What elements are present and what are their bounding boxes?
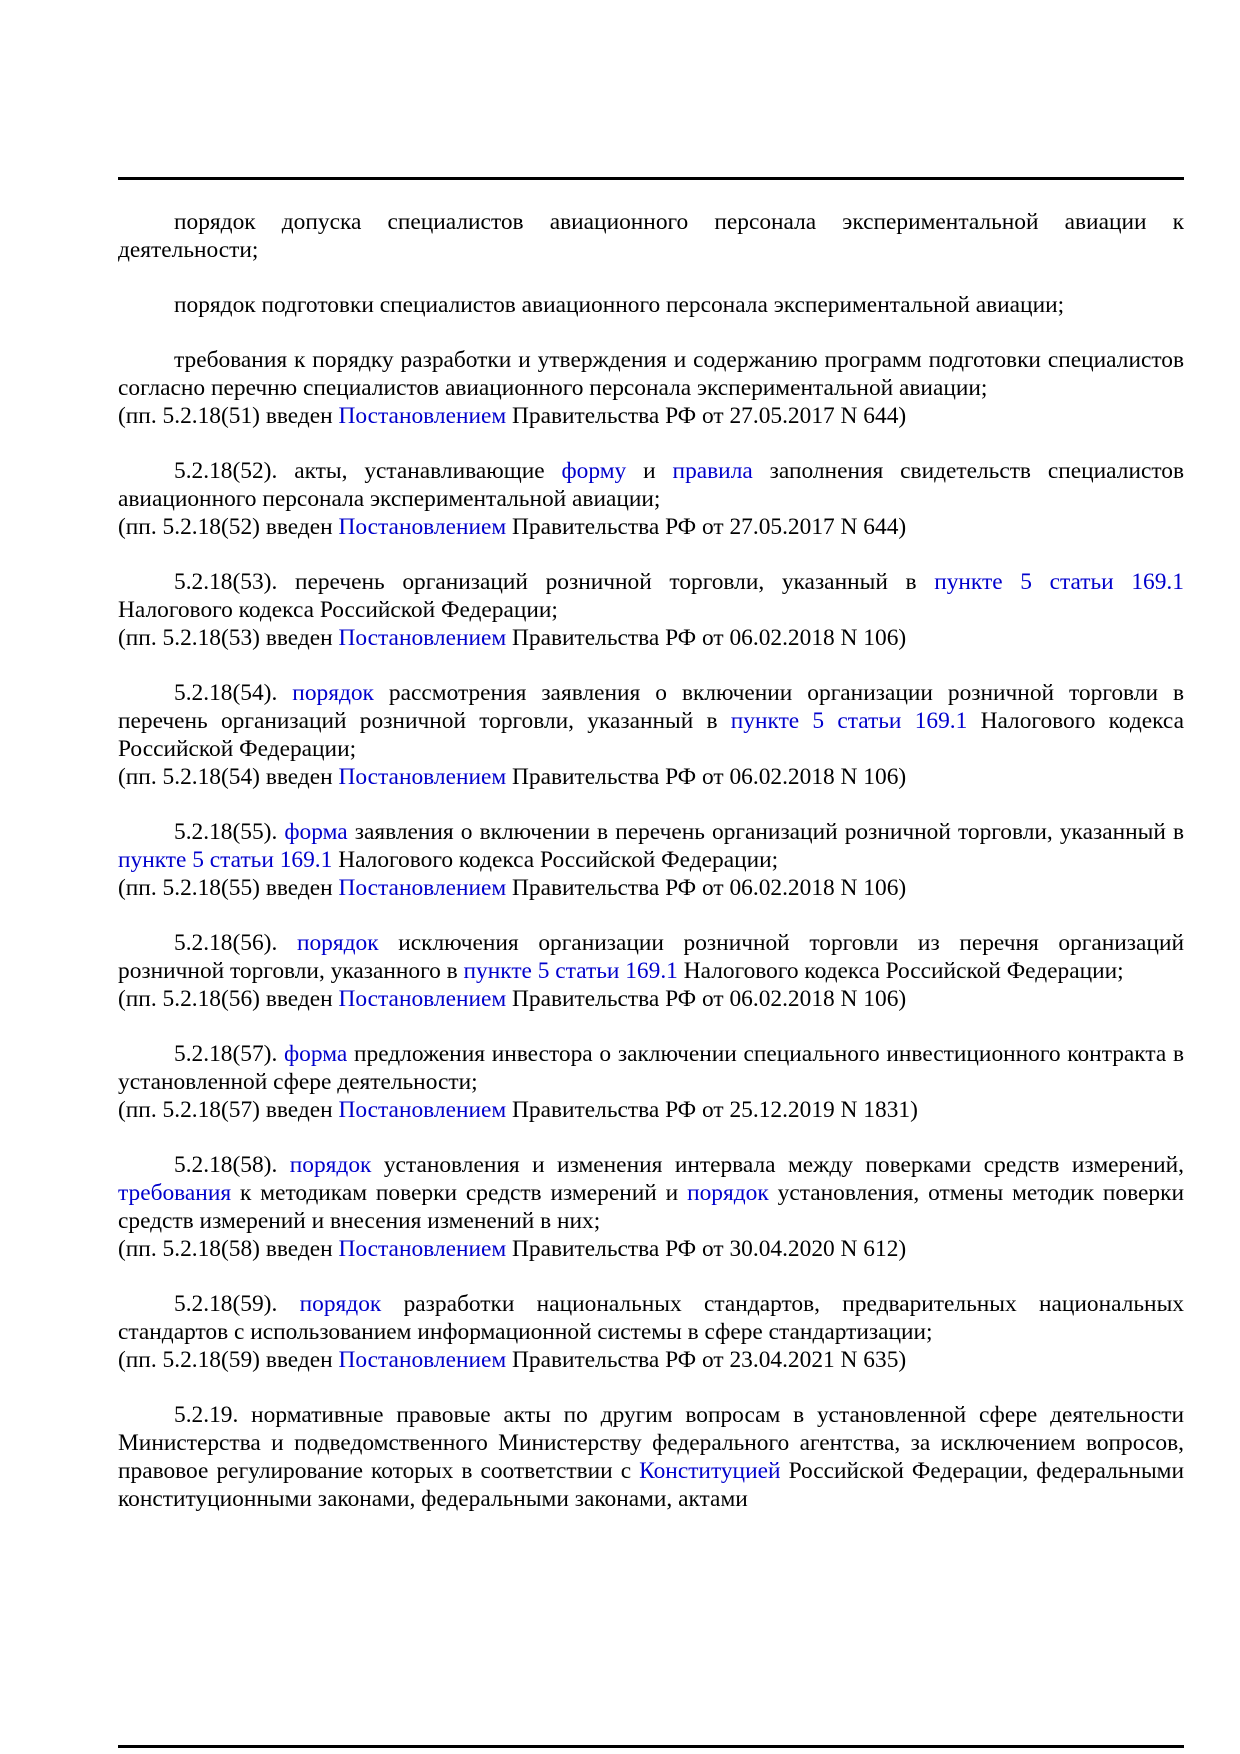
amendment-note <box>118 513 1184 541</box>
reference-link[interactable]: Постановлением <box>338 625 507 651</box>
reference-link[interactable]: Постановлением <box>338 986 507 1012</box>
text-segment: Правительства РФ от 06.02.2018 N 106) <box>506 625 907 651</box>
paragraph-block <box>118 1290 1184 1374</box>
text-segment: 5.2.18(56). <box>174 930 297 956</box>
text-segment: 5.2.18(57). <box>174 1041 285 1067</box>
paragraph-text <box>118 1151 1184 1235</box>
text-segment: (пп. 5.2.18(53) введен <box>118 625 339 651</box>
text-segment: разработки национальных стандартов, предварительных национальных стандартов с использованием информационной системы в сфере стандартизации; <box>118 1291 1184 1345</box>
paragraph-text <box>118 1290 1184 1346</box>
reference-link[interactable]: форма <box>284 819 348 845</box>
text-segment: 5.2.19. нормативные правовые акты по другим вопросам в установленной сфере деятельности Министерства и подведомственного Министерству федерального агентства, за исключением вопросов, правовое регулирование которых в соответствии с <box>118 1402 1184 1484</box>
reference-link[interactable]: Постановлением <box>338 1236 507 1262</box>
text-segment: 5.2.18(58). <box>174 1152 290 1178</box>
paragraph-text <box>118 1401 1184 1513</box>
header-rule <box>118 177 1184 180</box>
paragraph-block <box>118 679 1184 791</box>
text-segment: предложения инвестора о заключении специального инвестиционного контракта в установленной сфере деятельности; <box>118 1041 1184 1095</box>
reference-link[interactable]: порядок <box>292 680 374 706</box>
paragraph-block <box>118 1151 1184 1263</box>
reference-link[interactable]: правила <box>672 458 753 484</box>
reference-link[interactable]: Постановлением <box>338 1097 507 1123</box>
text-segment: Налогового кодекса Российской Федерации; <box>677 958 1124 984</box>
text-segment: Правительства РФ от 30.04.2020 N 612) <box>506 1236 907 1262</box>
text-segment: Правительства РФ от 06.02.2018 N 106) <box>506 986 907 1012</box>
text-segment: Российской Федерации, федеральными конституционными законами, федеральными законами, актами <box>118 1458 1184 1512</box>
text-segment: (пп. 5.2.18(54) введен <box>118 764 339 790</box>
text-segment: 5.2.18(53). перечень организаций розничной торговли, указанный в <box>174 569 935 595</box>
text-segment: Правительства РФ от 25.12.2019 N 1831) <box>506 1097 918 1123</box>
text-segment: Правительства РФ от 06.02.2018 N 106) <box>506 875 907 901</box>
paragraph-text <box>118 1040 1184 1096</box>
reference-link[interactable]: пункте 5 статьи 169.1 <box>730 708 968 734</box>
paragraph-block <box>118 346 1184 430</box>
paragraph-text <box>118 568 1184 624</box>
reference-link[interactable]: форма <box>284 1041 348 1067</box>
text-segment: Налогового кодекса Российской Федерации; <box>332 847 779 873</box>
document-body <box>118 208 1184 1540</box>
text-segment: 5.2.18(54). <box>174 680 293 706</box>
paragraph-block <box>118 929 1184 1013</box>
reference-link[interactable]: форму <box>561 458 627 484</box>
paragraph-block <box>118 291 1184 319</box>
reference-link[interactable]: Постановлением <box>338 403 507 429</box>
amendment-note <box>118 763 1184 791</box>
paragraph-text <box>118 291 1184 319</box>
paragraph-text <box>118 346 1184 402</box>
reference-link[interactable]: Конституцией <box>639 1458 781 1484</box>
paragraph-text <box>118 208 1184 264</box>
text-segment: (пп. 5.2.18(56) введен <box>118 986 339 1012</box>
text-segment: 5.2.18(59). <box>174 1291 300 1317</box>
footer-rule <box>118 1745 1184 1748</box>
text-segment: установления и изменения интервала между поверками средств измерений, <box>371 1152 1184 1178</box>
text-segment: 5.2.18(52). акты, устанавливающие <box>174 458 562 484</box>
text-segment: исключения организации розничной торговли из перечня организаций розничной торговли, указанного в <box>118 930 1184 984</box>
amendment-note <box>118 985 1184 1013</box>
amendment-note <box>118 1235 1184 1263</box>
reference-link[interactable]: порядок <box>299 1291 382 1317</box>
text-segment: Правительства РФ от 06.02.2018 N 106) <box>506 764 907 790</box>
paragraph-text <box>118 929 1184 985</box>
text-segment: (пп. 5.2.18(51) введен <box>118 403 339 429</box>
reference-link[interactable]: Постановлением <box>338 875 507 901</box>
text-segment: порядок допуска специалистов авиационного персонала экспериментальной авиации к деятельности; <box>118 209 1184 263</box>
text-segment: Правительства РФ от 27.05.2017 N 644) <box>506 514 907 540</box>
amendment-note <box>118 874 1184 902</box>
text-segment: требования к порядку разработки и утверждения и содержанию программ подготовки специалистов согласно перечню специалистов авиационного персонала экспериментальной авиации; <box>118 347 1184 401</box>
text-segment: Правительства РФ от 23.04.2021 N 635) <box>506 1347 907 1373</box>
reference-link[interactable]: пункте 5 статьи 169.1 <box>934 569 1184 595</box>
text-segment: (пп. 5.2.18(58) введен <box>118 1236 339 1262</box>
reference-link[interactable]: Постановлением <box>338 514 507 540</box>
text-segment: рассмотрения заявления о включении организации розничной торговли в перечень организаций розничной торговли, указанный в <box>118 680 1184 734</box>
reference-link[interactable]: пункте 5 статьи 169.1 <box>463 958 678 984</box>
paragraph-block <box>118 208 1184 264</box>
reference-link[interactable]: Постановлением <box>338 1347 507 1373</box>
text-segment: Правительства РФ от 27.05.2017 N 644) <box>506 403 907 429</box>
text-segment: 5.2.18(55). <box>174 819 285 845</box>
reference-link[interactable]: требования <box>118 1180 232 1206</box>
text-segment: заполнения свидетельств специалистов авиационного персонала экспериментальной авиации; <box>118 458 1184 512</box>
text-segment: заявления о включении в перечень организаций розничной торговли, указанный в <box>347 819 1184 845</box>
amendment-note <box>118 402 1184 430</box>
paragraph-text <box>118 457 1184 513</box>
paragraph-block <box>118 1040 1184 1124</box>
amendment-note <box>118 1096 1184 1124</box>
paragraph-block <box>118 1401 1184 1513</box>
text-segment: (пп. 5.2.18(57) введен <box>118 1097 339 1123</box>
amendment-note <box>118 1346 1184 1374</box>
reference-link[interactable]: пункте 5 статьи 169.1 <box>118 847 333 873</box>
reference-link[interactable]: порядок <box>296 930 379 956</box>
amendment-note <box>118 624 1184 652</box>
text-segment: Налогового кодекса Российской Федерации; <box>118 708 1184 762</box>
paragraph-block <box>118 457 1184 541</box>
paragraph-text <box>118 679 1184 763</box>
text-segment: (пп. 5.2.18(59) введен <box>118 1347 339 1373</box>
text-segment: установления, отмены методик поверки средств измерений и внесения изменений в них; <box>118 1180 1184 1234</box>
text-segment: Налогового кодекса Российской Федерации; <box>118 597 558 623</box>
paragraph-block <box>118 568 1184 652</box>
text-segment: и <box>626 458 673 484</box>
text-segment: (пп. 5.2.18(55) введен <box>118 875 339 901</box>
text-segment: (пп. 5.2.18(52) введен <box>118 514 339 540</box>
reference-link[interactable]: порядок <box>289 1152 372 1178</box>
reference-link[interactable]: порядок <box>687 1180 769 1206</box>
text-segment: порядок подготовки специалистов авиационного персонала экспериментальной авиации; <box>174 292 1065 318</box>
reference-link[interactable]: Постановлением <box>338 764 507 790</box>
paragraph-text <box>118 818 1184 874</box>
text-segment: к методикам поверки средств измерений и <box>231 1180 688 1206</box>
paragraph-block <box>118 818 1184 902</box>
